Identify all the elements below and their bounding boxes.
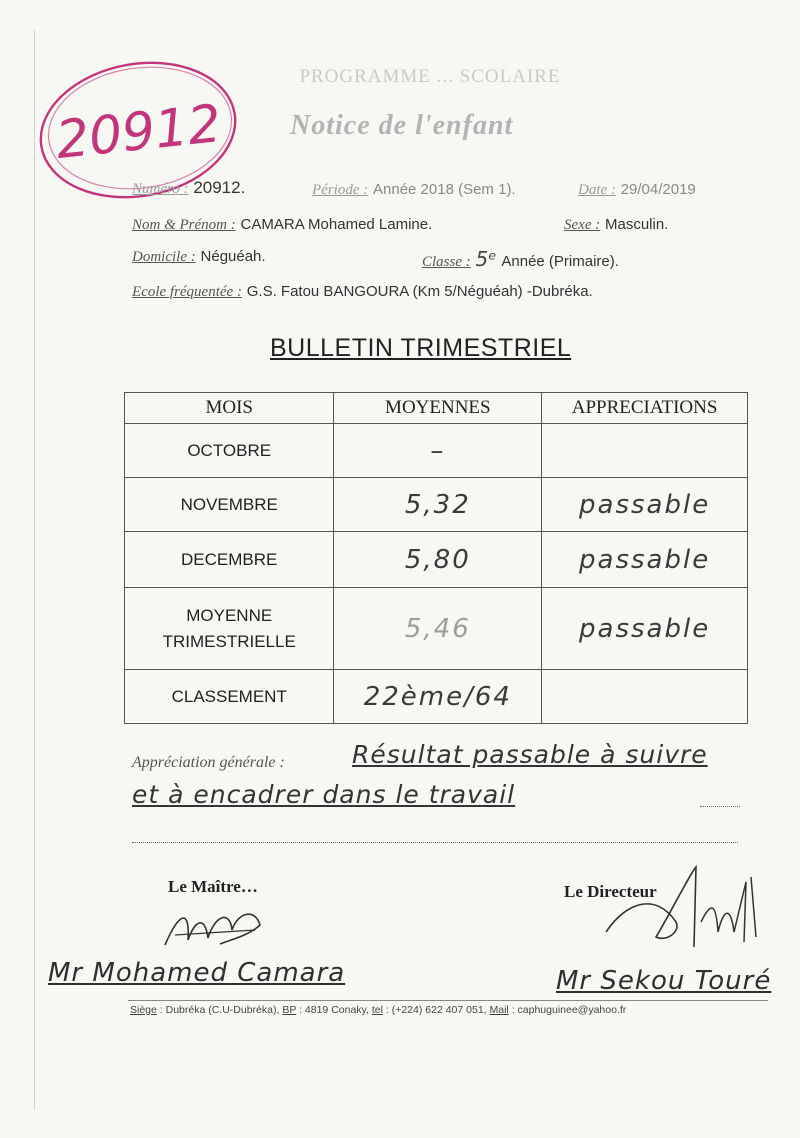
dotted-line [700,806,740,807]
trimestrielle-moyenne-value: 5,46 [404,613,471,644]
row-classement-appreciation [542,670,748,724]
footer-bp-value: : 4819 Conaky, [299,1004,369,1016]
novembre-appreciation-value: passable [579,489,711,520]
row-octobre-appreciation [542,424,748,478]
maitre-signature-icon [160,900,270,960]
classe-value: Année (Primaire). [501,253,619,270]
domicile-label: Domicile : [132,249,196,265]
footer-bp-label: BP [282,1004,297,1016]
faded-header: PROGRAMME ... SCOLAIRE [299,66,561,87]
footer [130,1004,626,1016]
row-classement-moyenne [334,670,542,724]
row-octobre-mois: OCTOBRE [125,424,334,478]
nom-line [132,215,432,234]
row-novembre-mois: NOVEMBRE [125,478,334,532]
bulletin-title: BULLETIN TRIMESTRIEL [270,334,572,362]
sexe-label: Sexe : [564,217,601,233]
decembre-appreciation-value: passable [579,544,711,575]
dotted-line [132,842,738,843]
nom-label: Nom & Prénom : [132,217,236,233]
classe-hand: 5ᵉ [475,247,497,271]
appreciation-generale-line2: et à encadrer dans le travail [132,780,516,809]
nom-value: CAMARA Mohamed Lamine. [240,216,433,233]
trimestrielle-appreciation-value: passable [579,613,711,644]
decembre-moyenne-value: 5,80 [404,544,471,575]
table-row [125,588,748,670]
ecole-value: G.S. Fatou BANGOURA (Km 5/Néguéah) -Dubréka. [246,283,593,300]
numero-line [132,178,245,198]
notice-title: Notice de l'enfant [290,110,514,141]
footer-siege-value: : Dubréka (C.U-Dubréka), [159,1004,280,1016]
row-decembre-mois: DECEMBRE [125,532,334,588]
row-decembre-appreciation [542,532,748,588]
maitre-name: Mr Mohamed Camara [48,958,346,988]
numero-value: 20912. [193,178,246,197]
row-classement-mois: CLASSEMENT [125,670,334,724]
directeur-label: Le Directeur [564,882,657,901]
classe-line [422,247,619,271]
row-decembre-moyenne [334,532,542,588]
date-label: Date : [578,182,616,198]
ecole-label: Ecole fréquentée : [132,284,242,300]
table-row [125,424,748,478]
periode-label: Période : [312,182,369,198]
numero-label: Numéro : [132,181,189,197]
directeur-name: Mr Sekou Touré [556,966,772,996]
footer-mail-label: Mail [489,1004,509,1016]
domicile-value: Néguéah. [200,248,266,265]
footer-mail-value: : caphuguinee@yahoo.fr [511,1004,627,1016]
novembre-moyenne-value: 5,32 [404,489,471,520]
footer-rule [128,1000,768,1001]
classement-value: 22ème/64 [363,681,512,712]
row-novembre-appreciation [542,478,748,532]
row-trimestrielle-mois [125,588,334,670]
header-moyennes: MOYENNES [334,393,542,424]
header-appreciations: APPRECIATIONS [542,393,748,424]
table-header-row [125,393,748,424]
table-row [125,670,748,724]
periode-value: Année 2018 (Sem 1). [373,181,516,198]
date-line [578,180,696,199]
appreciation-generale-line1: Résultat passable à suivre [352,740,708,769]
sexe-value: Masculin. [605,216,669,233]
table-row [125,478,748,532]
header-mois: MOIS [125,393,334,424]
domicile-line [132,247,266,266]
periode-line [312,180,516,199]
trimestrielle-line2: TRIMESTRIELLE [162,631,296,651]
footer-tel-label: tel [371,1004,383,1016]
footer-tel-value: : (+224) 622 407 051, [385,1004,487,1016]
maitre-label: Le Maître… [168,877,258,896]
row-trimestrielle-appreciation [542,588,748,670]
row-trimestrielle-moyenne [334,588,542,670]
date-value: 29/04/2019 [620,181,696,198]
grades-table [124,392,748,724]
table-row [125,532,748,588]
ecole-line [132,282,593,301]
trimestrielle-line1: MOYENNE [186,605,273,625]
sexe-line [564,215,668,234]
appreciation-generale-label: Appréciation générale : [132,754,285,771]
octobre-moyenne-value: – [430,435,446,466]
footer-siege-label: Siège [130,1004,157,1016]
classe-label: Classe : [422,254,471,270]
directeur-signature-icon [596,862,766,962]
row-novembre-moyenne [334,478,542,532]
stamp-number: 20912 [53,94,224,171]
row-octobre-moyenne [334,424,542,478]
